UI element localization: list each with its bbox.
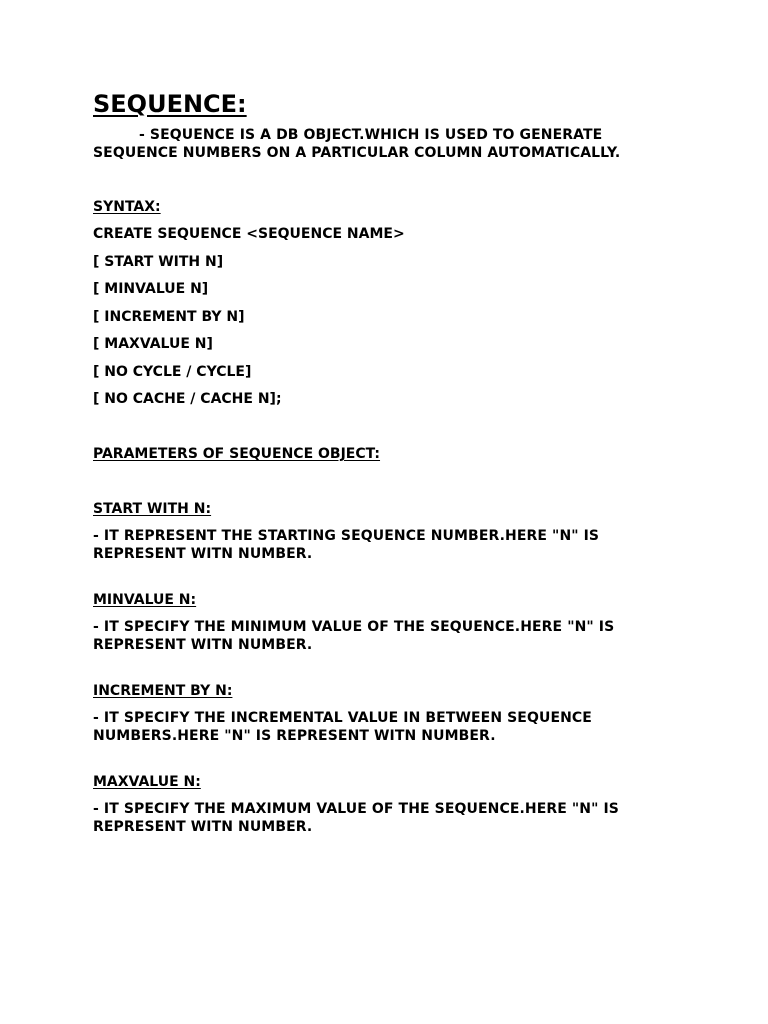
parameter-section <box>93 773 683 836</box>
document-title: SEQUENCE: <box>93 90 247 118</box>
syntax-line: [ START WITH N] <box>93 253 224 270</box>
parameter-description: - IT SPECIFY THE MINIMUM VALUE OF THE SEQUENCE.HERE "N" IS REPRESENT WITN NUMBER. <box>93 619 615 653</box>
parameter-description: - IT SPECIFY THE MAXIMUM VALUE OF THE SEQUENCE.HERE "N" IS REPRESENT WITN NUMBER. <box>93 801 619 835</box>
syntax-heading: SYNTAX: <box>93 199 161 215</box>
parameters-heading: PARAMETERS OF SEQUENCE OBJECT: <box>93 446 381 462</box>
parameter-name: MAXVALUE N: <box>93 774 201 790</box>
parameter-section <box>93 500 683 563</box>
parameter-description: - IT REPRESENT THE STARTING SEQUENCE NUMBER.HERE "N" IS REPRESENT WITN NUMBER. <box>93 528 600 562</box>
document-page <box>93 88 683 836</box>
parameter-section <box>93 682 683 745</box>
parameter-description: - IT SPECIFY THE INCREMENTAL VALUE IN BETWEEN SEQUENCE NUMBERS.HERE "N" IS REPRESENT WITN NUMBER. <box>93 710 592 744</box>
syntax-line: [ NO CACHE / CACHE N]; <box>93 391 282 407</box>
syntax-line: [ INCREMENT BY N] <box>93 308 245 325</box>
parameter-name: MINVALUE N: <box>93 592 197 608</box>
syntax-line: CREATE SEQUENCE <SEQUENCE NAME> <box>93 226 405 242</box>
syntax-line: [ MINVALUE N] <box>93 281 209 297</box>
syntax-line: [ NO CYCLE / CYCLE] <box>93 363 252 380</box>
syntax-line: [ MAXVALUE N] <box>93 336 213 352</box>
parameter-name: START WITH N: <box>93 501 212 517</box>
syntax-block <box>93 225 683 408</box>
parameter-section <box>93 591 683 654</box>
parameter-name: INCREMENT BY N: <box>93 683 233 699</box>
intro-paragraph: - SEQUENCE IS A DB OBJECT.WHICH IS USED TO GENERATE SEQUENCE NUMBERS ON A PARTICULAR COLUMN AUTOMATICALLY. <box>93 127 621 161</box>
